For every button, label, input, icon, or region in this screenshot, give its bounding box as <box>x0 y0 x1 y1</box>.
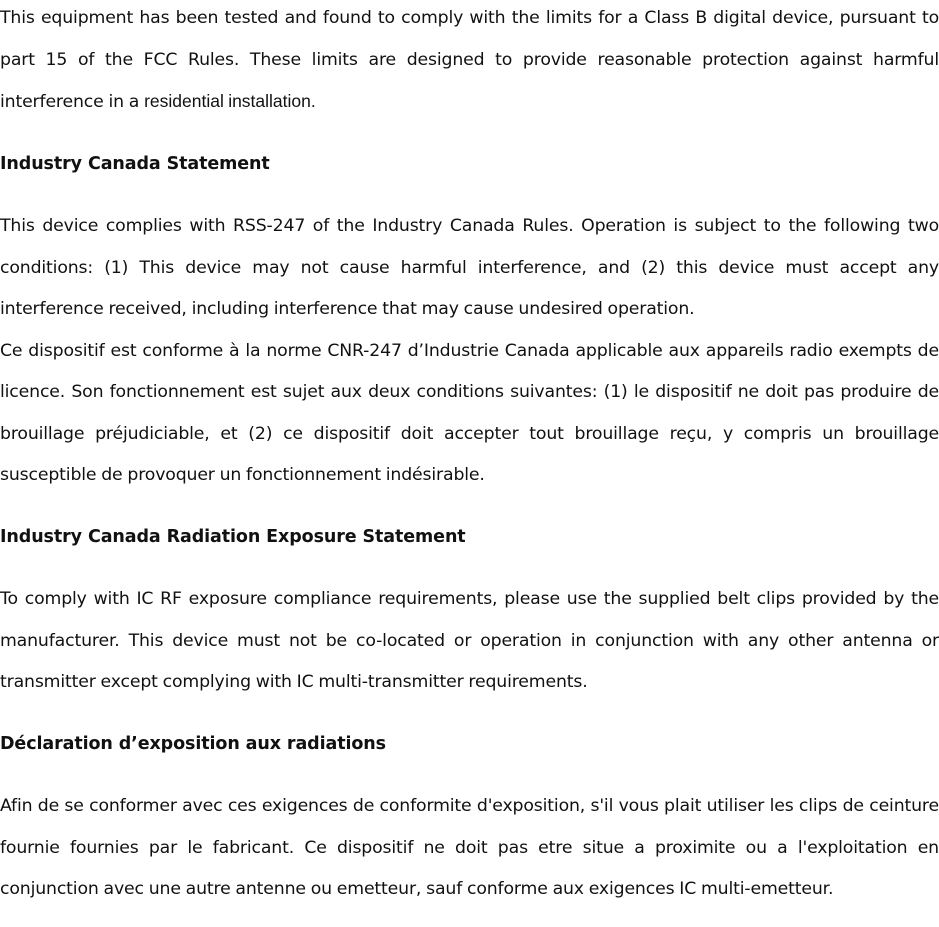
spacer <box>0 704 939 725</box>
ic-statement-french: Ce dispositif est conforme à la norme CNR-247 d’Industrie Canada applicable aux appareils radio exempts de licence. Son fonctionnement est sujet aux deux conditions suivantes: (1) le dispositif ne doit pas produire de brouillage préjudiciable, et (2) ce dispositif doit accepter tout brouillage reçu, y compris un brouillage susceptible de provoquer un fonctionnement indésirable. <box>0 340 939 485</box>
spacer <box>0 186 939 207</box>
fcc-tail-text: residential installation. <box>144 91 316 111</box>
ic-radiation-body: To comply with IC RF exposure compliance requirements, please use the supplied belt clips provided by the manufacturer. This device must not be co-located or operation in conjunction with any other antenna or transmitter except complying with IC multi-transmitter requirements. <box>0 589 939 692</box>
ic-statement-english: This device complies with RSS-247 of the Industry Canada Rules. Operation is subject to the following two conditions: (1) This device may not cause harmful interference, and (2) this device must accept any interference received, including interference that may cause undesired operation. <box>0 216 939 319</box>
declaration-body: Afin de se conformer avec ces exigences de conformite d'exposition, s'il vous plait utiliser les clips de ceinture fournie fournies par le fabricant. Ce dispositif ne doit pas etre situe a proximite ou a l'exploitation en conjunction avec une autre antenne ou emetteur, sauf conforme aux exigences IC multi-emetteur. <box>0 796 939 899</box>
declaration-heading: Déclaration d’exposition aux radiations <box>0 734 386 754</box>
ic-radiation-heading: Industry Canada Radiation Exposure Statement <box>0 527 466 547</box>
spacer <box>0 497 939 518</box>
spacer <box>0 766 939 787</box>
fcc-body-text: This equipment has been tested and found to comply with the limits for a Class B digital device, pursuant to part 15 of the FCC Rules. These limits are designed to provide reasonable protection against harmful interference in a <box>0 8 939 112</box>
spacer <box>0 559 939 580</box>
ic-statement-heading: Industry Canada Statement <box>0 154 270 174</box>
spacer <box>0 124 939 145</box>
fcc-paragraph <box>0 0 939 124</box>
